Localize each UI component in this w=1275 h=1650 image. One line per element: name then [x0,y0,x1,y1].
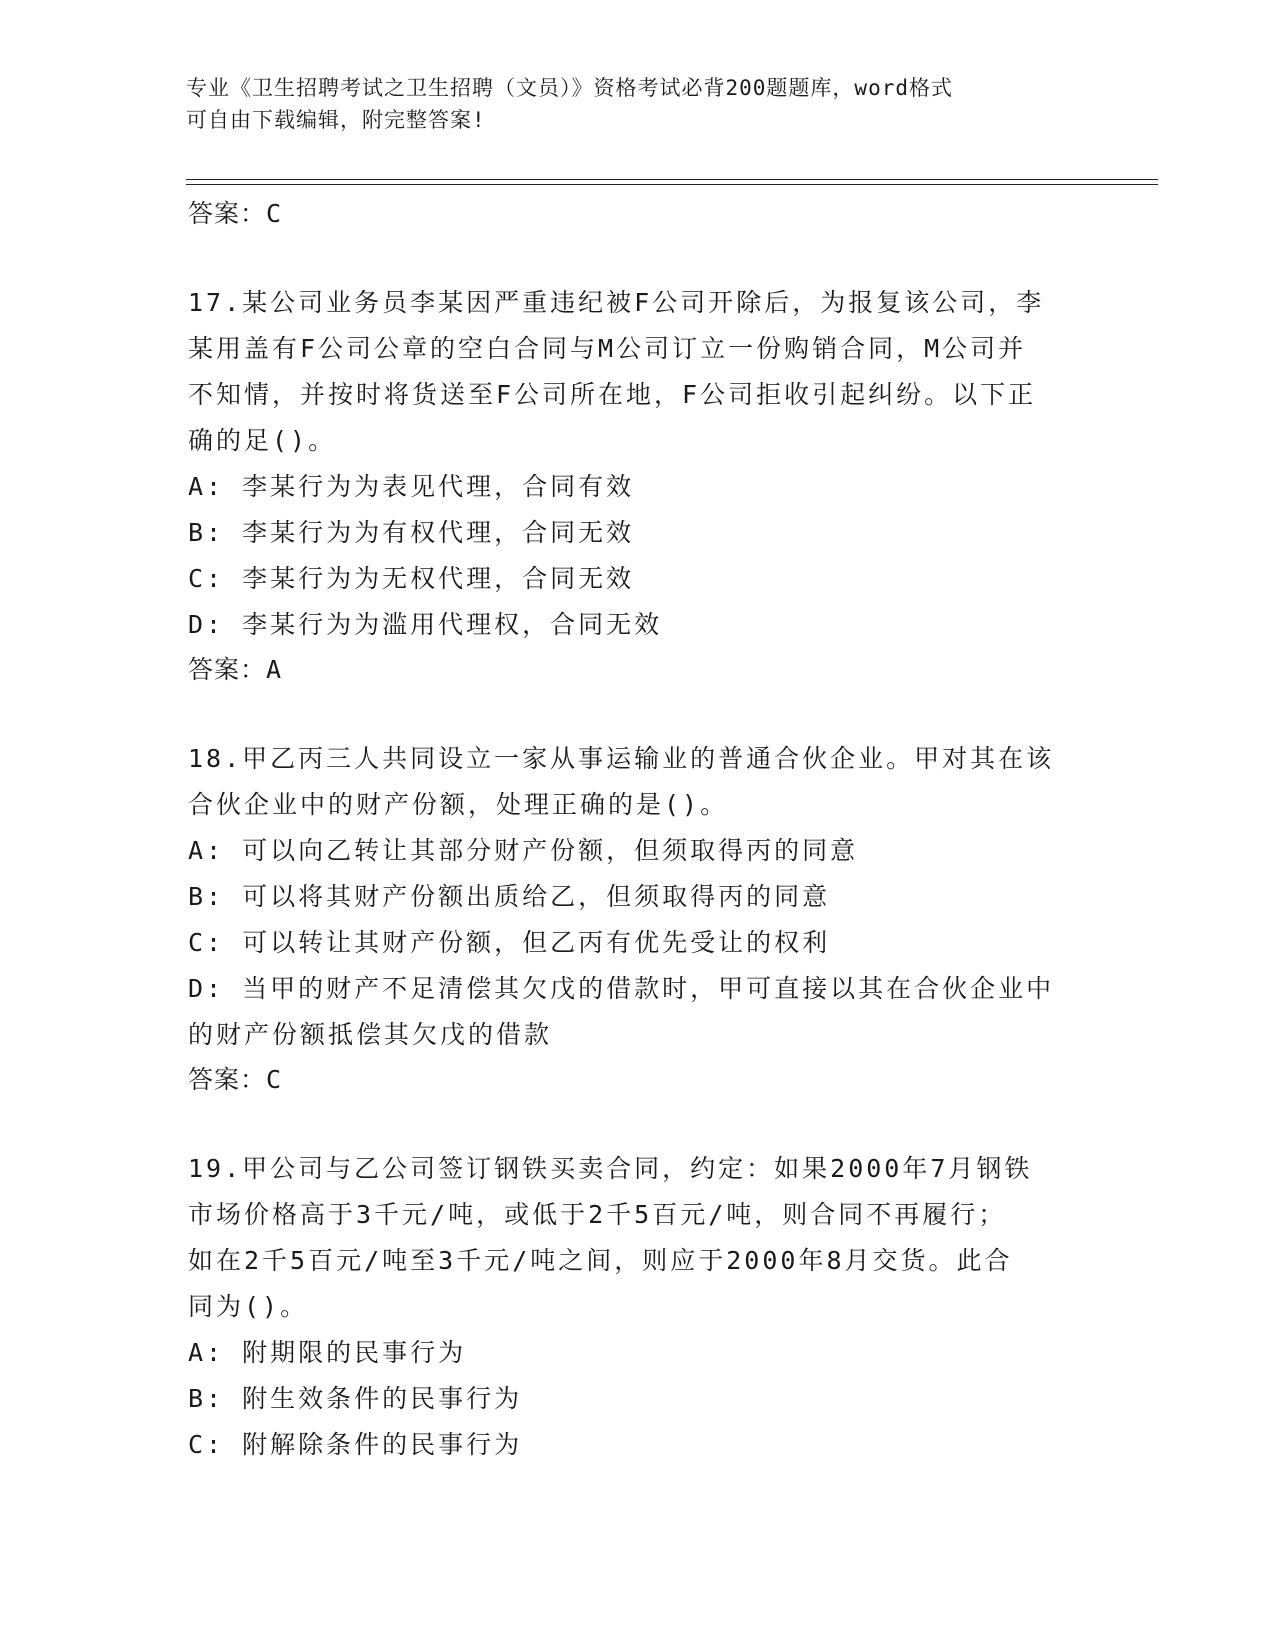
option-b: B: 可以将其财产份额出质给乙，但须取得丙的同意 [188,882,831,911]
option-c: C: 附解除条件的民事行为 [188,1430,523,1459]
question-text-line: 如在2千5百元/吨至3千元/吨之间，则应于2000年8月交货。此合 [188,1246,1013,1275]
answer-line: 答案：A [188,655,283,684]
header-divider-top [186,179,1158,180]
question-text-line: 17.某公司业务员李某因严重违纪被F公司开除后，为报复该公司，李 [188,288,1045,317]
question-text-line: 不知情，并按时将货送至F公司所在地，F公司拒收引起纠纷。以下正 [188,380,1037,409]
option-d: D: 当甲的财产不足清偿其欠戊的借款时，甲可直接以其在合伙企业中 [188,974,1055,1003]
question-19 [188,1146,1088,1468]
option-a: A: 可以向乙转让其部分财产份额，但须取得丙的同意 [188,836,859,865]
document-header [186,72,1066,136]
question-text-line: 市场价格高于3千元/吨，或低于2千5百元/吨，则合同不再履行； [188,1200,1007,1229]
option-a: A: 李某行为为表见代理，合同有效 [188,472,635,501]
header-divider-bottom [186,184,1158,185]
question-text-line: 合伙企业中的财产份额，处理正确的是()。 [188,790,729,819]
option-d: D: 李某行为为滥用代理权，合同无效 [188,610,663,639]
question-text-line: 确的足()。 [188,426,337,455]
header-line-2: 可自由下载编辑，附完整答案! [186,108,486,132]
option-c: C: 李某行为为无权代理，合同无效 [188,564,635,593]
question-text-line: 18.甲乙丙三人共同设立一家从事运输业的普通合伙企业。甲对其在该 [188,744,1055,773]
question-text-line: 某用盖有F公司公章的空白合同与M公司订立一份购销合同，M公司并 [188,334,1027,363]
option-b: B: 李某行为为有权代理，合同无效 [188,518,635,547]
option-c: C: 可以转让其财产份额，但乙丙有优先受让的权利 [188,928,831,957]
answer-line: 答案：C [188,199,283,228]
option-a: A: 附期限的民事行为 [188,1338,467,1367]
question-text-line: 同为()。 [188,1292,309,1321]
header-line-1: 专业《卫生招聘考试之卫生招聘（文员）》资格考试必背200题题库，word格式 [186,76,953,100]
question-text-line: 19.甲公司与乙公司签订钢铁买卖合同，约定：如果2000年7月钢铁 [188,1154,1033,1183]
answer-line: 答案：C [188,1065,283,1094]
question-18 [188,736,1088,1102]
document-body [188,188,1088,1468]
question-17 [188,280,1088,692]
option-d-continued: 的财产份额抵偿其欠戊的借款 [188,1020,553,1049]
option-b: B: 附生效条件的民事行为 [188,1384,523,1413]
